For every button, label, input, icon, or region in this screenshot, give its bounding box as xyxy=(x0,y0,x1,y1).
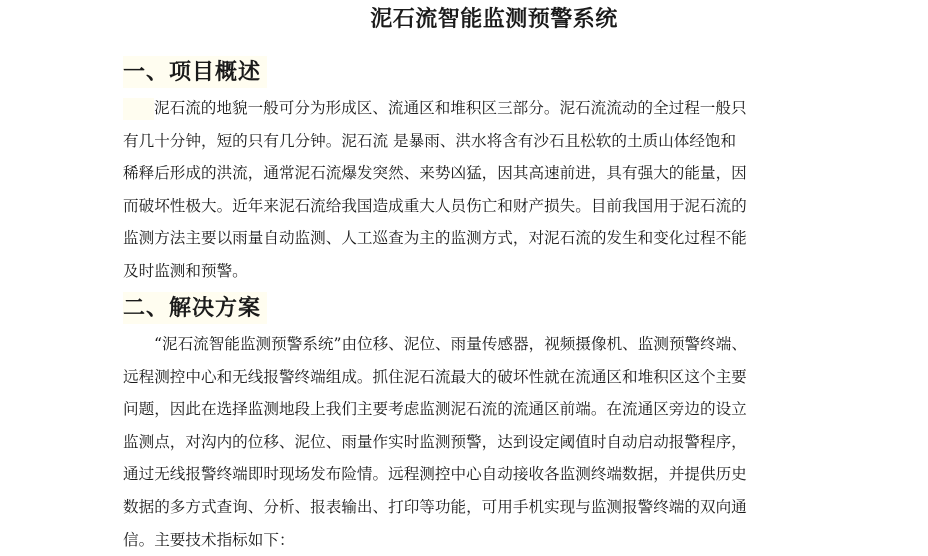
paragraph-line: 监测方法主要以雨量自动监测、人工巡查为主的监测方式，对泥石流的发生和变化过程不能 xyxy=(123,229,747,248)
paragraph-line: 通过无线报警终端即时现场发布险情。远程测控中心自动接收各监测终端数据，并提供历史 xyxy=(123,465,747,484)
paragraph-line: 问题，因此在选择监测地段上我们主要考虑监测泥石流的流通区前端。在流通区旁边的设立 xyxy=(123,400,747,419)
document-title: 泥石流智能监测预警系统 xyxy=(370,6,618,32)
paragraph-line: 及时监测和预警。 xyxy=(123,261,248,280)
paragraph-line: “泥石流智能监测预警系统”由位移、泥位、雨量传感器，视频摄像机、监测预警终端、 xyxy=(123,328,817,361)
paragraph-line: 监测点，对沟内的位移、泥位、雨量作实时监测预警，达到设定阈值时自动启动报警程序， xyxy=(123,432,747,451)
first-line-indent xyxy=(123,334,154,356)
paragraph-overview xyxy=(123,92,817,288)
paragraph-line: 泥石流的地貌一般可分为形成区、流通区和堆积区三部分。泥石流流动的全过程一般只 xyxy=(123,92,817,125)
paragraph-line: 有几十分钟，短的只有几分钟。泥石流 是暴雨、洪水将含有沙石且松软的土质山体经饱和 xyxy=(123,131,737,150)
paragraph-line: 远程测控中心和无线报警终端组成。抓住泥石流最大的破坏性就在流通区和堆积区这个主要 xyxy=(123,367,747,386)
section-heading-solution: 二、解决方案 xyxy=(123,292,267,324)
section-heading-overview: 一、项目概述 xyxy=(123,56,267,88)
first-line-indent xyxy=(123,98,154,120)
paragraph-line: 数据的多方式查询、分析、报表输出、打印等功能，可用手机实现与监测报警终端的双向通 xyxy=(123,497,747,516)
paragraph-line: 信。主要技术指标如下： xyxy=(123,530,295,549)
paragraph-line: 而破坏性极大。近年来泥石流给我国造成重大人员伤亡和财产损失。目前我国用于泥石流的 xyxy=(123,196,747,215)
paragraph-line: 稀释后形成的洪流，通常泥石流爆发突然、来势凶猛，因其高速前进，具有强大的能量，因 xyxy=(123,164,747,183)
paragraph-solution xyxy=(123,328,817,556)
